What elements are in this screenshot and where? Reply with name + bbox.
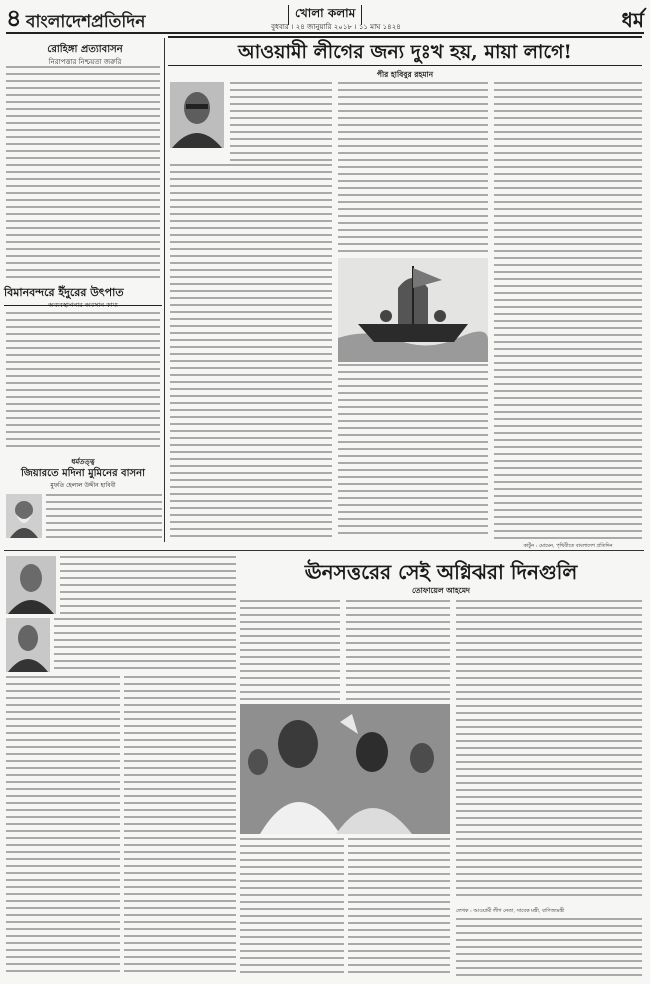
- second-body-col1: [6, 676, 120, 976]
- lead-author-photo: [170, 82, 224, 148]
- masthead: [6, 4, 644, 34]
- second-body-col5-end: [456, 918, 642, 976]
- second-body-intro: [60, 556, 236, 614]
- second-headline: ঊনসত্তরের সেই অগ্নিঝরা দিনগুলি: [304, 560, 578, 584]
- editorial-title: রোহিঙ্গা প্রত্যাবাসন: [47, 44, 123, 55]
- editorial-subtitle: নিরাপত্তার নিশ্চয়তা জরুরি: [48, 58, 122, 66]
- second-byline: তোফায়েল আহমেদ: [412, 586, 470, 595]
- second-author-photo-2: [6, 618, 50, 672]
- second-body-col4: [348, 838, 450, 976]
- second-article-photo: [240, 704, 450, 834]
- second-body-col5: [456, 600, 642, 900]
- lead-body-col1-top: [230, 82, 332, 162]
- editorial-2-body-text: [6, 312, 160, 450]
- lead-cartoon-caption: কার্টুন : মোমেন, পৃথিবীতে বাংলাদেশ প্রতিদিন: [523, 543, 613, 549]
- lead-cartoon-image: [338, 258, 488, 362]
- lead-body-col2-top: [338, 82, 488, 254]
- section-title: খোলা কলাম: [288, 5, 362, 25]
- religion-body-text-a: [46, 494, 162, 538]
- lead-body-col3: [494, 82, 642, 542]
- second-body-text-a: [54, 618, 236, 672]
- lead-body-col1: [170, 164, 332, 542]
- lead-body-col2: [338, 364, 488, 534]
- second-body-col3-top: [240, 600, 340, 700]
- section-divider: [4, 550, 644, 551]
- editorial-2-subtitle: অব্যবস্থাপনার অবসান কাম্য: [47, 301, 119, 309]
- religion-author: মুফতি হেলাল উদ্দীন হাবিবী: [50, 482, 116, 489]
- religion-label: ধর্মতত্ত্ব: [71, 457, 95, 466]
- lead-byline: পীর হাবিবুর রহমান: [376, 70, 434, 79]
- date-line: বুধবার । ২৪ জানুয়ারি ২০১৮ । ১১ মাঘ ১৪২৪: [271, 23, 401, 31]
- page-number: ৪: [6, 4, 22, 32]
- second-author-photo-1: [6, 556, 56, 614]
- column-rule: [164, 38, 165, 542]
- paper-name: বাংলাদেশপ্রতিদিন: [26, 12, 146, 32]
- editorial-2-title: বিমানবন্দরে ইঁদুরের উৎপাত: [4, 284, 162, 306]
- editorial-body-text: [6, 66, 160, 278]
- religion-author-photo: [6, 494, 42, 538]
- lead-headline: আওয়ামী লীগের জন্য দুঃখ হয়, মায়া লাগে!: [168, 36, 642, 66]
- second-body-col2: [124, 676, 236, 976]
- religion-title: জিয়ারতে মদিনা মুমিনের বাসনা: [21, 468, 145, 479]
- second-author-note: লেখক : আওয়ামী লীগ নেতা, সাবেক মন্ত্রী, বাণিজ্যমন্ত্রী: [456, 908, 565, 914]
- second-body-col4-top: [346, 600, 450, 700]
- second-body-col3: [240, 838, 344, 976]
- section-label-right: ধর্ম: [621, 8, 644, 32]
